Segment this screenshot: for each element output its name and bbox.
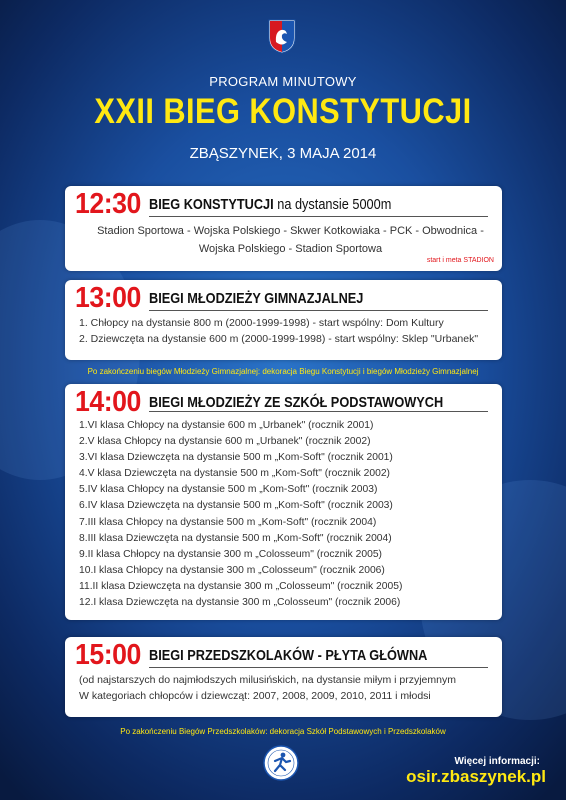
start-finish-note: start i meta STADION (426, 257, 494, 264)
event-name: BIEG KONSTYTUCJI (149, 196, 274, 213)
schedule-panel-1400 (65, 384, 502, 620)
time-label: 13:00 (75, 282, 141, 314)
event-date: ZBĄSZYNEK, 3 MAJA 2014 (189, 145, 377, 162)
list-item: 1.VI klasa Chłopcy na dystansie 600 m „Urbanek" (rocznik 2001) (79, 420, 374, 431)
list-item: W kategoriach chłopców i dziewcząt: 2007, 2008, 2009, 2010, 2011 i młodsi (79, 690, 431, 702)
list-item: 11.II klasa Dziewczęta na dystansie 300 m „Colosseum" (rocznik 2005) (79, 580, 403, 592)
list-item: 7.III klasa Chłopcy na dystansie 500 m „Kom-Soft" (rocznik 2004) (79, 516, 377, 528)
race-list (79, 672, 494, 704)
route-line: Wojska Polskiego - Stadion Sportowa (198, 243, 383, 255)
route-line: Stadion Sportowa - Wojska Polskiego - Skwer Kotkowiaka - PCK - Obwodnica - (97, 225, 484, 237)
osir-logo-icon (263, 745, 299, 781)
schedule-panel-1230 (65, 186, 502, 271)
time-label: 14:00 (75, 386, 141, 418)
event-title: BIEGI MŁODZIEŻY ZE SZKÓŁ PODSTAWOWYCH (149, 394, 444, 411)
divider (149, 216, 488, 217)
schedule-panel-1500 (65, 637, 502, 717)
time-label: 15:00 (75, 639, 141, 671)
race-list (79, 418, 494, 611)
route-description (89, 222, 492, 258)
list-item: 2.V klasa Chłopcy na dystansie 600 m „Urbanek" (rocznik 2002) (79, 436, 371, 448)
event-distance: na dystansie 5000m (273, 196, 392, 213)
list-item: 8.III klasa Dziewczęta na dystansie 500 m „Kom-Soft" (rocznik 2004) (79, 532, 392, 544)
list-item: 3.VI klasa Dziewczęta na dystansie 500 m „Kom-Soft" (rocznik 2001) (79, 452, 393, 464)
divider (149, 310, 488, 311)
list-item: 9.II klasa Chłopcy na dystansie 300 m „Colosseum" (rocznik 2005) (79, 548, 382, 560)
list-item: 2. Dziewczęta na dystansie 600 m (2000-1999-1998) - start wspólny: Sklep "Urbanek" (79, 332, 479, 345)
list-item: (od najstarszych do najmłodszych milusińskich, na dystansie miłym i przyjemnym (79, 674, 456, 686)
coat-of-arms-icon (267, 18, 297, 54)
time-label: 12:30 (75, 188, 141, 220)
list-item: 4.V klasa Dziewczęta na dystansie 500 m „Kom-Soft" (rocznik 2002) (79, 468, 390, 480)
list-item: 6.IV klasa Dziewczęta na dystansie 500 m „Kom-Soft" (rocznik 2003) (79, 500, 393, 512)
award-note: Po zakończeniu biegów Młodzieży Gimnazjalnej: dekoracja Biegu Konstytucji i biegów Młodzieży Gimnazjalnej (87, 367, 479, 376)
race-list (79, 316, 494, 347)
award-note: Po zakończeniu Biegów Przedszkolaków: dekoracja Szkół Podstawowych i Przedszkolaków (120, 727, 446, 736)
event-title (149, 196, 391, 213)
list-item: 5.IV klasa Chłopcy na dystansie 500 m „Kom-Soft" (rocznik 2003) (79, 484, 378, 496)
schedule-panel-1300 (65, 280, 502, 360)
divider (149, 411, 488, 412)
list-item: 10.I klasa Chłopcy na dystansie 300 m „Colosseum" (rocznik 2006) (79, 564, 385, 576)
more-info-label: Więcej informacji: (454, 756, 540, 767)
event-title: BIEGI PRZEDSZKOLAKÓW - PŁYTA GŁÓWNA (149, 647, 428, 664)
event-title: BIEGI MŁODZIEŻY GIMNAZJALNEJ (149, 290, 364, 307)
list-item: 1. Chłopcy na dystansie 800 m (2000-1999-1998) - start wspólny: Dom Kultury (79, 317, 444, 329)
list-item: 12.I klasa Dziewczęta na dystansie 300 m „Colosseum" (rocznik 2006) (79, 597, 401, 609)
website-link[interactable]: osir.zbaszynek.pl (406, 767, 546, 786)
divider (149, 667, 488, 668)
program-subtitle: PROGRAM MINUTOWY (209, 74, 357, 89)
page-title: XXII BIEG KONSTYTUCJI (94, 92, 472, 131)
